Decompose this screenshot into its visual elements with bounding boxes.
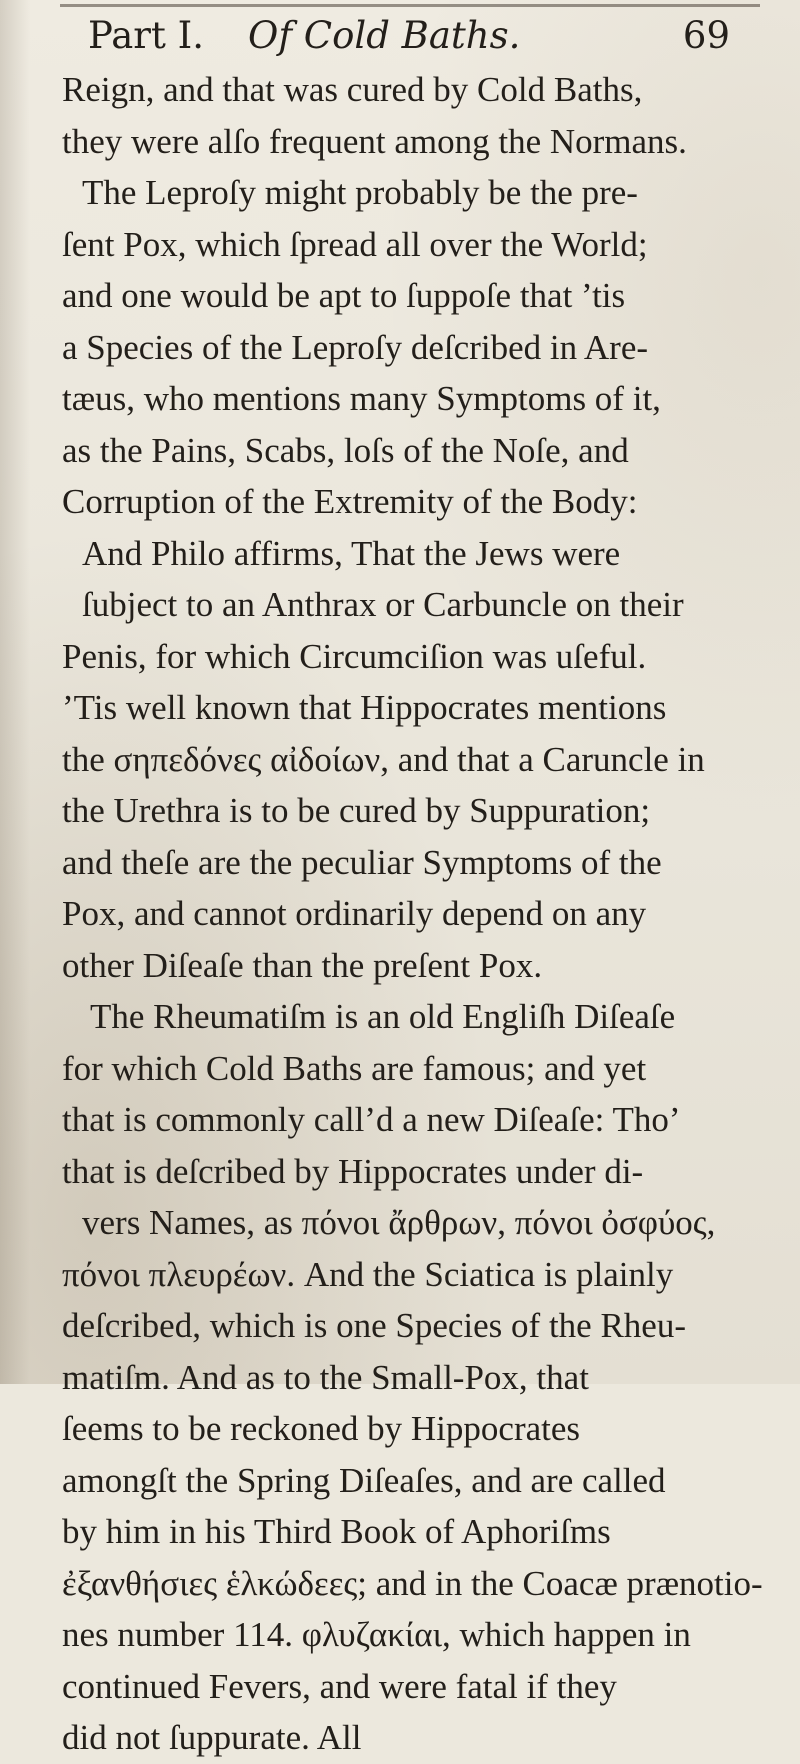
text-line: that is deſcribed by Hippocrates under di-: [62, 1151, 644, 1191]
text-line: and theſe are the peculiar Symptoms of the: [62, 842, 662, 882]
text-line: did not ſuppurate. All: [62, 1718, 362, 1757]
text-line: continued Fevers, and were fatal if they: [62, 1666, 617, 1706]
text-line: vers Names, as πόνοι ἄρθρων, πόνοι ὀσφύος,: [82, 1203, 716, 1242]
text-line: nes number 114. φλυζακίαι, which happen in: [62, 1615, 691, 1654]
text-line: The Rheumatiſm is an old Engliſh Diſeaſe: [90, 997, 676, 1036]
text-line: a Species of the Leproſy deſcribed in Are-: [62, 327, 649, 367]
text-line: ſent Pox, which ſpread all over the World;: [62, 224, 648, 264]
text-line: And Philo affirms, That the Jews were: [82, 533, 621, 573]
header-rule: [60, 4, 760, 7]
text-line: ſubject to an Anthrax or Carbuncle on their: [82, 585, 684, 624]
text-line: the σηπεδόνες αἰδοίων, and that a Caruncle in: [62, 739, 705, 779]
text-line: tæus, who mentions many Symptoms of it,: [62, 379, 661, 418]
text-line: ’Tis well known that Hippocrates mentions: [62, 688, 667, 727]
text-line: Pox, and cannot ordinarily depend on any: [62, 894, 647, 933]
text-line: amongſt the Spring Diſeaſes, and are called: [62, 1460, 666, 1500]
text-line: Corruption of the Extremity of the Body:: [62, 482, 638, 521]
text-line: matiſm. And as to the Small-Pox, that: [62, 1357, 589, 1397]
text-line: The Leproſy might probably be the pre-: [82, 173, 638, 212]
header-part-label: Part I.: [88, 14, 204, 57]
text-line: they were alſo frequent among the Normans.: [62, 121, 687, 161]
page-number: 69: [682, 14, 730, 57]
text-line: for which Cold Baths are famous; and yet: [62, 1048, 647, 1088]
text-line: Penis, for which Circumciſion was uſeful.: [62, 636, 647, 676]
running-header: [88, 10, 730, 62]
page-binding-shadow: [0, 0, 30, 1384]
text-line: by him in his Third Book of Aphoriſms: [62, 1512, 611, 1551]
text-line: ἐξανθήσιες ἑλκώδεες; and in the Coacæ prænotio-: [62, 1563, 763, 1603]
text-line: as the Pains, Scabs, loſs of the Noſe, and: [62, 430, 629, 470]
header-title: Of Cold Baths.: [248, 14, 521, 57]
text-line: deſcribed, which is one Species of the Rheu-: [62, 1306, 686, 1345]
text-line: the Urethra is to be cured by Suppuration;: [62, 791, 651, 830]
text-line: other Diſeaſe than the preſent Pox.: [62, 945, 543, 985]
text-line: ſeems to be reckoned by Hippocrates: [62, 1409, 581, 1448]
text-line: that is commonly call’d a new Diſeaſe: Tho’: [62, 1100, 681, 1139]
text-line: and one would be apt to ſuppoſe that ’tis: [62, 276, 626, 315]
text-line: Reign, and that was cured by Cold Baths,: [62, 70, 643, 109]
text-line: πόνοι πλευρέων. And the Sciatica is plainly: [62, 1254, 674, 1294]
body-text: [62, 64, 763, 1764]
